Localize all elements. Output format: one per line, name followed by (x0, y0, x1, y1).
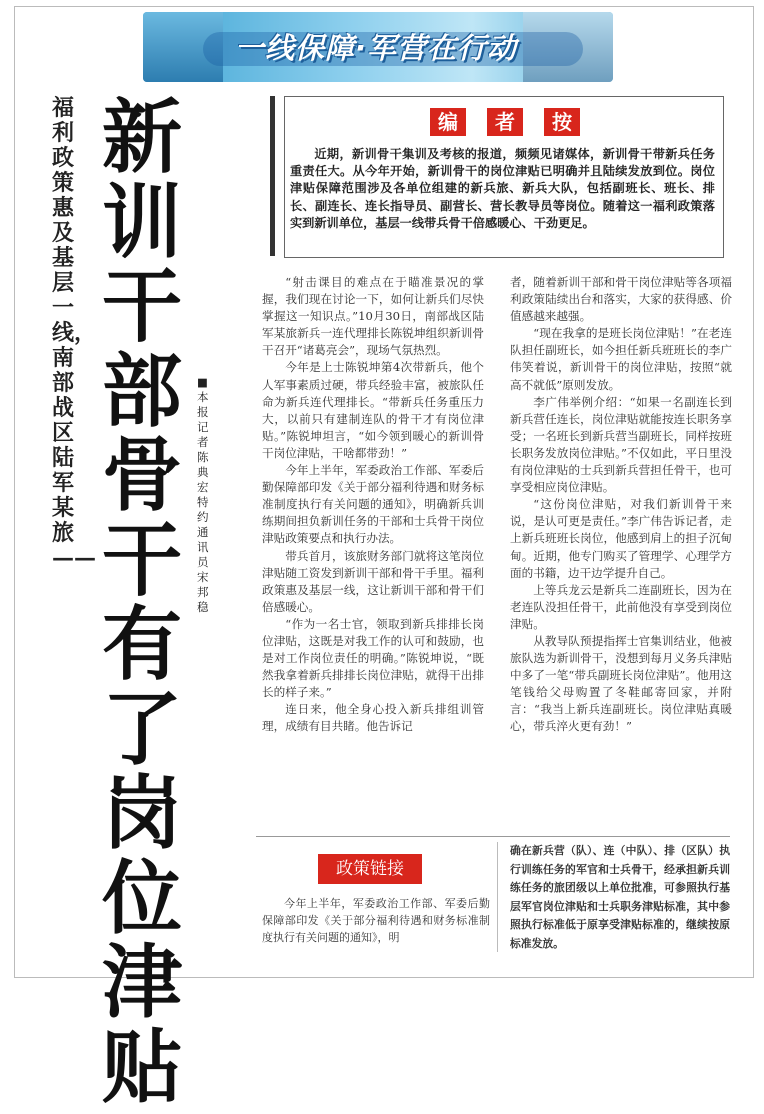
paragraph: 上等兵龙云是新兵二连副班长，因为在老连队没担任骨干，此前他没有享受到岗位津贴。 (510, 582, 732, 631)
policy-link-label: 政策链接 (318, 854, 422, 884)
article-subtitle: 福利政策惠及基层一线，南部战区陆军某旅—— (52, 95, 97, 571)
paragraph: 者，随着新训干部和骨干岗位津贴等各项福利政策陆续出台和落实，大家的获得感、价值感越来越强。 (510, 275, 732, 324)
paragraph: 今年上半年，军委政治工作部、军委后勤保障部印发《关于部分福利待遇和财务标准制度执行有关问题的通知》，明确新兵训练期间担负新训任务的干部和士兵骨干岗位津贴政策要点和执行办法。 (262, 463, 484, 546)
paragraph: 连日来，他全身心投入新兵排组训管理，成绩有目共睹。他告诉记 (262, 702, 484, 734)
banner-title: 一线保障·军营在行动 (235, 31, 518, 65)
editor-note-title (430, 108, 580, 136)
editor-note-bar (270, 96, 275, 256)
editor-note-body: 近期，新训骨干集训及考核的报道，频频见诸媒体，新训骨干带新兵任务重责任大。从今年开始，新训骨干的岗位津贴已明确并且陆续发放到位。岗位津贴保障范围涉及各单位组建的新兵旅、新兵大队，包括副班长、班长、排长、副连长、连长指导员、副营长、营长教导员等岗位。随着这一福利政策落实到新训单位，基层一线带兵骨干倍感暖心、干劲更足。 (290, 147, 715, 230)
article-headline: 新训干部骨干有了岗位津贴 (102, 91, 182, 1114)
policy-text-right: 确在新兵营（队）、连（中队）、排（区队）执行训练任务的军官和士兵骨干，经承担新兵训练任务的旅团级以上单位批准，可参照执行基层军官岗位津贴和士兵职务津贴标准，其中参照执行标准低于原享受津贴标准的，继续按原标准发放。 (510, 844, 730, 950)
editor-note-title-char: 按 (544, 108, 580, 136)
article-column-2 (510, 274, 732, 736)
section-banner (143, 12, 613, 82)
paragraph: “作为一名士官，领取到新兵排排长岗位津贴，这既是对我工作的认可和鼓励，也是对工作岗位责任的明确。”陈锐坤说，“既然我拿着新兵排排长岗位津贴，就得干出排长的样子来。” (262, 616, 484, 700)
paragraph: 今年是上士陈锐坤第4次带新兵，他个人军事素质过硬，带兵经验丰富，被旅队任命为新兵连代理排长。“带新兵任务重压力大，以前只有建制连队的骨干才有岗位津贴。”陈锐坤坦言，“如今领到暖心的新训骨干岗位津贴，干啥都带劲！” (262, 360, 484, 460)
section-divider (256, 836, 730, 837)
editor-note-title-char: 者 (487, 108, 523, 136)
paragraph: 带兵首月，该旅财务部门就将这笔岗位津贴随工资发到新训干部和骨干手里。福利政策惠及基层一线，这让新训干部和骨干们倍感暖心。 (262, 548, 484, 614)
article-column-1 (262, 274, 484, 736)
paragraph: 李广伟举例介绍：“如果一名副连长到新兵营任连长，岗位津贴就能按连长职务享受；一名班长到新兵营当副班长，同样按班长职务发放岗位津贴。”不仅如此，平日里没有岗位津贴的士兵到新兵营担任骨干，也可享受相应岗位津贴。 (510, 394, 732, 495)
article-byline: ■本报记者 陈典宏 特约通讯员 宋邦稳 (197, 375, 209, 614)
paragraph: “这份岗位津贴，对我们新训骨干来说，是认可更是责任。”李广伟告诉记者，走上新兵班班长岗位，他感到肩上的担子沉甸甸。近期，他专门购买了管理学、心理学方面的书籍，边干边学提升自己。 (510, 497, 732, 580)
paragraph: 从教导队预提指挥士官集训结业，他被旅队选为新训骨干，没想到每月义务兵津贴中多了一笔“带兵副班长岗位津贴”。他用这笔钱给父母购置了冬鞋邮寄回家，并附言：“我当上新兵连副班长。岗位津贴真暖心，带兵淬火更有劲！” (510, 633, 732, 734)
editor-note-title-char: 编 (430, 108, 466, 136)
policy-text-left: 今年上半年，军委政治工作部、军委后勤保障部印发《关于部分福利待遇和财务标准制度执行有关问题的通知》，明 (262, 897, 490, 944)
paragraph: “射击课目的难点在于瞄准景况的掌握，我们现在讨论一下，如何让新兵们尽快掌握这一知识点。”10月30日，南部战区陆军某旅新兵一连代理排长陈锐坤组织新训骨干召开“诸葛亮会”，现场气氛热烈。 (262, 275, 484, 358)
paragraph: “现在我拿的是班长岗位津贴！”在老连队担任副班长，如今担任新兵班班长的李广伟笑着说，新训骨干的岗位津贴，按照“就高不就低”原则发放。 (510, 326, 732, 392)
policy-column-divider (497, 842, 498, 952)
